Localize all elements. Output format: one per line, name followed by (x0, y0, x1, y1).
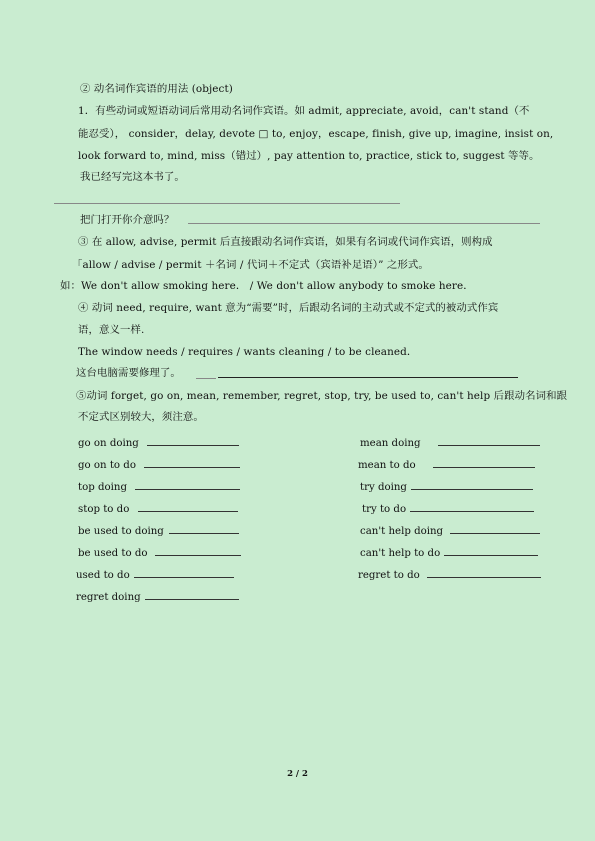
phrase-label: try doing (360, 482, 407, 493)
example-sentence-2: 把门打开你介意吗？ (80, 214, 175, 226)
answer-line-1[interactable] (54, 203, 400, 204)
answer-blank[interactable] (155, 544, 241, 556)
list-item-left (78, 456, 240, 473)
list-item-right (360, 434, 540, 451)
list-item-left (76, 588, 239, 605)
answer-blank[interactable] (147, 434, 239, 446)
section-4-line-2: 语，意义一样. (78, 324, 145, 336)
section-5-line-2: 不定式区别较大，须注意。 (78, 411, 204, 423)
answer-blank[interactable] (135, 478, 240, 490)
list-item-left (78, 500, 238, 517)
list-item-right (360, 544, 538, 561)
section-3-line-2: 「allow / advise / permit ＋名词 / 代词＋不定式（宾语补足语）” 之形式。 (72, 259, 429, 271)
phrase-label: go on doing (78, 438, 139, 449)
list-item-right (360, 522, 540, 539)
answer-line-3[interactable] (218, 377, 518, 378)
phrase-label: be used to do (78, 548, 148, 559)
list-item-left (78, 544, 241, 561)
answer-blank[interactable] (433, 456, 535, 468)
answer-line-2[interactable] (188, 223, 540, 224)
section-2-line-2: 能忍受）， consider，delay, devote □ to, enjoy，escape, finish, give up, imagine, insist on, (78, 128, 554, 140)
section-4-example-cn: 这台电脑需要修理了。 (76, 367, 181, 379)
list-item-left (78, 478, 240, 495)
phrase-label: stop to do (78, 504, 130, 515)
phrase-label: can't help to do (360, 548, 441, 559)
answer-blank[interactable] (138, 500, 238, 512)
answer-blank[interactable] (450, 522, 540, 534)
phrase-label: go on to do (78, 460, 136, 471)
section-4-example-en: The window needs / requires / wants cleaning / to be cleaned． (78, 346, 418, 358)
list-item-right (362, 500, 534, 517)
list-item-left (78, 434, 239, 451)
answer-blank[interactable] (444, 544, 538, 556)
phrase-label: top doing (78, 482, 127, 493)
section-3-example: 如：We don't allow smoking here． / We don't allow anybody to smoke here． (60, 280, 474, 292)
list-item-right (358, 566, 541, 583)
list-item-right (358, 456, 535, 473)
section-3-line-1: ③ 在 allow, advise, permit 后直接跟动名词作宾语，如果有名词或代词作宾语，则构成 (78, 236, 493, 248)
example-sentence-1: 我已经写完这本书了。 (80, 171, 185, 183)
phrase-label: mean doing (360, 438, 421, 449)
section-2-line-3: look forward to, mind, miss（错过）, pay attention to, practice, stick to, suggest 等等。 (78, 150, 540, 162)
phrase-label: regret doing (76, 592, 141, 603)
phrase-label: can't help doing (360, 526, 444, 537)
answer-blank[interactable] (427, 566, 541, 578)
phrase-label: try to do (362, 504, 407, 515)
section-2-line-1: 1．有些动词或短语动词后常用动名词作宾语。如 admit, appreciate, avoid，can't stand（不 (78, 105, 530, 117)
list-item-left (78, 522, 239, 539)
list-item-left (76, 566, 234, 583)
section-2-heading: ② 动名词作宾语的用法 (object) (80, 83, 233, 95)
answer-blank[interactable] (145, 588, 239, 600)
answer-blank[interactable] (410, 500, 534, 512)
phrase-label: be used to doing (78, 526, 164, 537)
section-5-line-1: ⑤动词 forget, go on, mean, remember, regret, stop, try, be used to, can't help 后跟动名词和跟 (76, 390, 568, 402)
phrase-label: regret to do (358, 570, 420, 581)
answer-blank[interactable] (411, 478, 533, 490)
answer-blank[interactable] (169, 522, 239, 534)
phrase-label: mean to do (358, 460, 416, 471)
list-item-right (360, 478, 533, 495)
answer-blank[interactable] (134, 566, 234, 578)
answer-line-3a (196, 378, 216, 379)
page-number: 2 / 2 (287, 769, 308, 779)
section-4-line-1: ④ 动词 need, require, want 意为“需要”时，后跟动名词的主动式或不定式的被动式作宾 (78, 302, 499, 314)
answer-blank[interactable] (438, 434, 540, 446)
phrase-label: used to do (76, 570, 130, 581)
answer-blank[interactable] (144, 456, 240, 468)
